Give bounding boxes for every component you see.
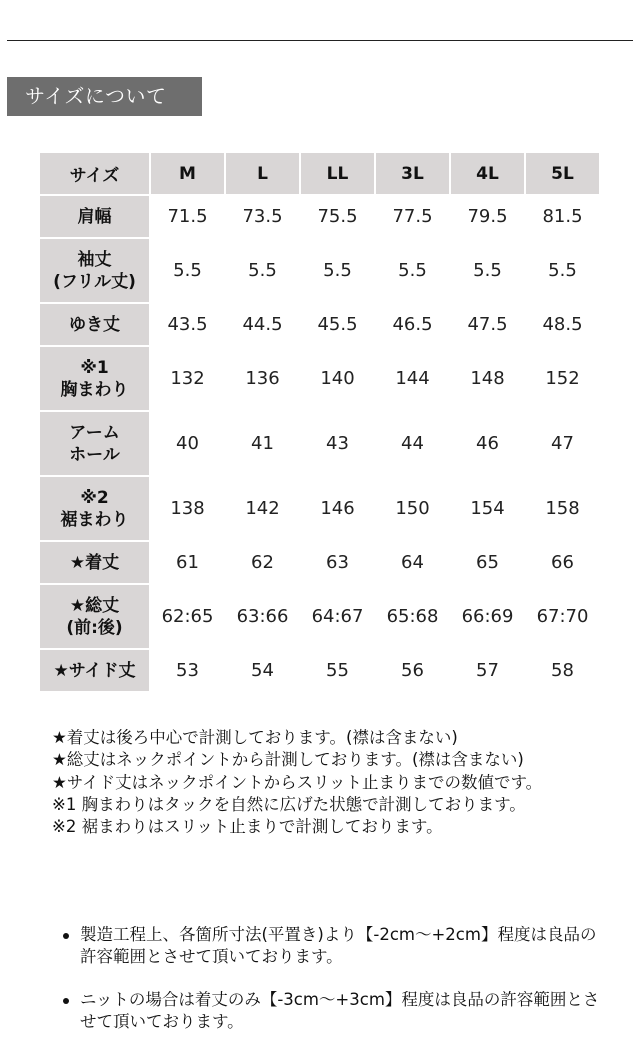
header-cell-m: M xyxy=(151,153,224,194)
row-label xyxy=(40,304,149,345)
header-cell-size: サイズ xyxy=(40,153,149,194)
table-cell: 64 xyxy=(376,542,449,583)
table-cell: 148 xyxy=(451,347,524,410)
row-label-line: 胸まわり xyxy=(60,379,129,400)
table-cell: 45.5 xyxy=(301,304,374,345)
table-row xyxy=(40,304,599,345)
row-label-line: ゆき丈 xyxy=(69,314,120,335)
table-row xyxy=(40,239,599,302)
table-row xyxy=(40,347,599,410)
row-label-line: 裾まわり xyxy=(60,509,129,530)
table-cell: 77.5 xyxy=(376,196,449,237)
table-cell: 5.5 xyxy=(451,239,524,302)
table-cell: 132 xyxy=(151,347,224,410)
row-label-line: (前:後) xyxy=(66,617,123,638)
table-cell: 56 xyxy=(376,650,449,691)
table-cell: 142 xyxy=(226,477,299,540)
table-cell: 67:70 xyxy=(526,585,599,648)
table-cell: 73.5 xyxy=(226,196,299,237)
row-label xyxy=(40,542,149,583)
table-cell: 48.5 xyxy=(526,304,599,345)
table-cell: 58 xyxy=(526,650,599,691)
table-cell: 5.5 xyxy=(151,239,224,302)
section-title: サイズについて xyxy=(7,77,202,116)
table-cell: 63:66 xyxy=(226,585,299,648)
top-divider xyxy=(7,40,633,41)
table-cell: 5.5 xyxy=(226,239,299,302)
list-item-text: ニットの場合は着丈のみ【-3cm〜+3cm】程度は良品の許容範囲とさせて頂いております。 xyxy=(80,989,600,1031)
table-cell: 57 xyxy=(451,650,524,691)
table-cell: 140 xyxy=(301,347,374,410)
table-cell: 144 xyxy=(376,347,449,410)
row-label-line: ホール xyxy=(69,444,120,465)
table-cell: 47 xyxy=(526,412,599,475)
note-line: ※2 裾まわりはスリット止まりで計測しております。 xyxy=(52,817,443,837)
table-cell: 64:67 xyxy=(301,585,374,648)
table-cell: 61 xyxy=(151,542,224,583)
table-cell: 81.5 xyxy=(526,196,599,237)
table-cell: 44.5 xyxy=(226,304,299,345)
row-label-line: ※2 xyxy=(80,487,109,508)
row-label xyxy=(40,196,149,237)
row-label-line: ★総丈 xyxy=(69,595,120,616)
list-item xyxy=(60,924,600,969)
measurement-notes xyxy=(52,727,592,838)
table-cell: 75.5 xyxy=(301,196,374,237)
table-cell: 71.5 xyxy=(151,196,224,237)
table-row xyxy=(40,412,599,475)
table-cell: 62:65 xyxy=(151,585,224,648)
table-cell: 138 xyxy=(151,477,224,540)
header-cell-5l: 5L xyxy=(526,153,599,194)
row-label-line: (フリル丈) xyxy=(53,271,136,292)
table-cell: 65:68 xyxy=(376,585,449,648)
table-cell: 46 xyxy=(451,412,524,475)
table-row xyxy=(40,196,599,237)
list-item xyxy=(60,989,600,1034)
bullet-icon xyxy=(63,998,69,1004)
table-cell: 150 xyxy=(376,477,449,540)
header-cell-ll: LL xyxy=(301,153,374,194)
table-cell: 146 xyxy=(301,477,374,540)
row-label-line: ※1 xyxy=(80,357,109,378)
table-cell: 44 xyxy=(376,412,449,475)
table-cell: 5.5 xyxy=(526,239,599,302)
table-cell: 43 xyxy=(301,412,374,475)
table-header-row xyxy=(40,153,599,194)
note-line: ★総丈はネックポイントから計測しております。(襟は含まない) xyxy=(52,750,524,770)
table-row xyxy=(40,477,599,540)
table-row xyxy=(40,542,599,583)
table-row xyxy=(40,650,599,691)
table-cell: 5.5 xyxy=(301,239,374,302)
header-cell-l: L xyxy=(226,153,299,194)
row-label xyxy=(40,412,149,475)
row-label-line: ★サイド丈 xyxy=(53,660,136,681)
note-line: ★サイド丈はネックポイントからスリット止まりまでの数値です。 xyxy=(52,772,543,792)
table-cell: 65 xyxy=(451,542,524,583)
row-label-line: 肩幅 xyxy=(77,206,112,227)
table-cell: 5.5 xyxy=(376,239,449,302)
table-cell: 53 xyxy=(151,650,224,691)
table-cell: 43.5 xyxy=(151,304,224,345)
table-cell: 54 xyxy=(226,650,299,691)
table-cell: 66:69 xyxy=(451,585,524,648)
table-cell: 55 xyxy=(301,650,374,691)
note-line: ※1 胸まわりはタックを自然に広げた状態で計測しております。 xyxy=(52,794,526,814)
row-label xyxy=(40,585,149,648)
table-cell: 63 xyxy=(301,542,374,583)
row-label-line: アーム xyxy=(69,422,120,443)
tolerance-list xyxy=(60,924,600,1053)
table-cell: 47.5 xyxy=(451,304,524,345)
table-cell: 158 xyxy=(526,477,599,540)
list-item-text: 製造工程上、各箇所寸法(平置き)より【-2cm〜+2cm】程度は良品の許容範囲とさせて頂いております。 xyxy=(80,925,597,967)
row-label xyxy=(40,239,149,302)
row-label xyxy=(40,477,149,540)
table-cell: 41 xyxy=(226,412,299,475)
table-cell: 46.5 xyxy=(376,304,449,345)
table-cell: 136 xyxy=(226,347,299,410)
table-cell: 154 xyxy=(451,477,524,540)
row-label-line: 袖丈 xyxy=(77,249,112,270)
header-cell-4l: 4L xyxy=(451,153,524,194)
size-chart-table xyxy=(38,151,601,693)
row-label xyxy=(40,650,149,691)
row-label-line: ★着丈 xyxy=(69,552,120,573)
table-cell: 62 xyxy=(226,542,299,583)
table-cell: 66 xyxy=(526,542,599,583)
table-row xyxy=(40,585,599,648)
note-line: ★着丈は後ろ中心で計測しております。(襟は含まない) xyxy=(52,728,458,747)
bullet-icon xyxy=(63,933,69,939)
table-cell: 79.5 xyxy=(451,196,524,237)
table-cell: 40 xyxy=(151,412,224,475)
row-label xyxy=(40,347,149,410)
table-cell: 152 xyxy=(526,347,599,410)
header-cell-3l: 3L xyxy=(376,153,449,194)
